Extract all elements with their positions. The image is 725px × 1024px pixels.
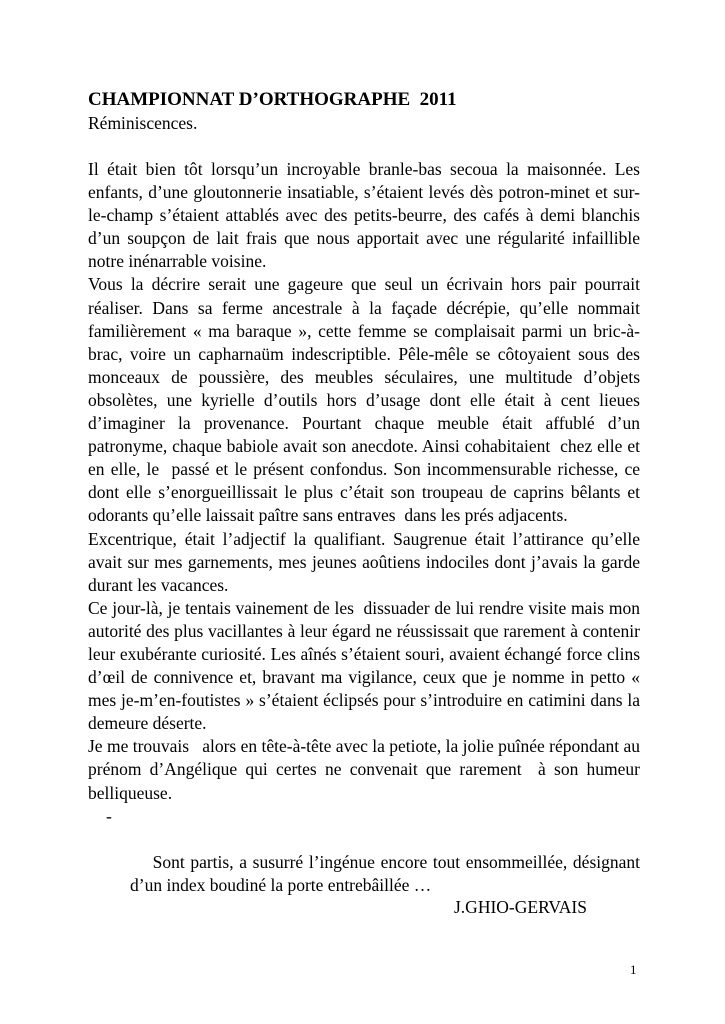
document-subtitle: Réminiscences. — [88, 113, 198, 133]
paragraph-1: Il était bien tôt lorsqu’un incroyable branle-bas secoua la maisonnée. Les enfants, d’une gloutonnerie insatiable, s’étaient levés dès potron-minet et sur-le-champ s’étaient attablés avec des petits-beurre, des cafés à demi blanchis d’un soupçon de lait frais que nous apportait avec une régularité infaillible notre inénarrable voisine. — [88, 159, 645, 272]
paragraph-3: Excentrique, était l’adjectif la qualifiant. Saugrenue était l’attirance qu’elle avait sur mes garnements, mes jeunes aoûtiens indociles dont j’avais la garde durant les vacances. — [88, 528, 645, 595]
paragraph-5: Je me trouvais alors en tête-à-tête avec la petiote, la jolie puînée répondant au prénom d’Angélique qui certes ne convenait que rarement à son humeur belliqueuse. — [88, 736, 654, 803]
paragraph-4: Ce jour-là, je tentais vainement de les dissuader de lui rendre visite mais mon autorité des plus vacillantes à leur égard ne réussissait que rarement à contenir leur exubérante curiosité. Les aînés s’étaient souri, avaient échangé force clins d’œil de connivence et, bravant ma vigilance, ceux que je nomme in petto « mes je-m’en-foutistes » s’étaient éclipsés pour s’introduire en catimini dans la demeure déserte. — [88, 597, 645, 734]
dialogue-text: Sont partis, a susurré l’ingénue encore tout ensommeillée, désignant d’un index boudiné la porte entrebâillée … — [130, 851, 645, 895]
paragraph-2: Vous la décrire serait une gageure que seul un écrivain hors pair pourrait réaliser. Dans sa ferme ancestrale à la façade décrépie, qu’elle nommait familièrement « ma baraque », cette femme se complaisait parmi un bric-à-brac, voire un capharnaüm indescriptible. Pêle-mêle se côtoyaient sous des monceaux de poussière, des meubles séculaires, une multitude d’objets obsolètes, une kyrielle d’outils hors d’usage dont elle était à cent lieues d’imaginer la provenance. Pourtant chaque meuble était affublé d’un patronyme, chaque babiole avait son anecdote. Ainsi cohabitaient chez elle et en elle, le passé et le présent confondus. Son incommensurable richesse, ce dont elle s’enorgueillissait le plus c’était son troupeau de caprins bêlants et odorants qu’elle laissait paître sans entraves dans les prés adjacents. — [88, 274, 645, 526]
author-signature: J.GHIO-GERVAIS — [454, 897, 587, 917]
document-title: CHAMPIONNAT D’ORTHOGRAPHE 2011 — [88, 89, 457, 110]
page-number: 1 — [630, 962, 637, 977]
dialogue-dash: - — [106, 805, 112, 826]
document-body — [88, 88, 654, 920]
